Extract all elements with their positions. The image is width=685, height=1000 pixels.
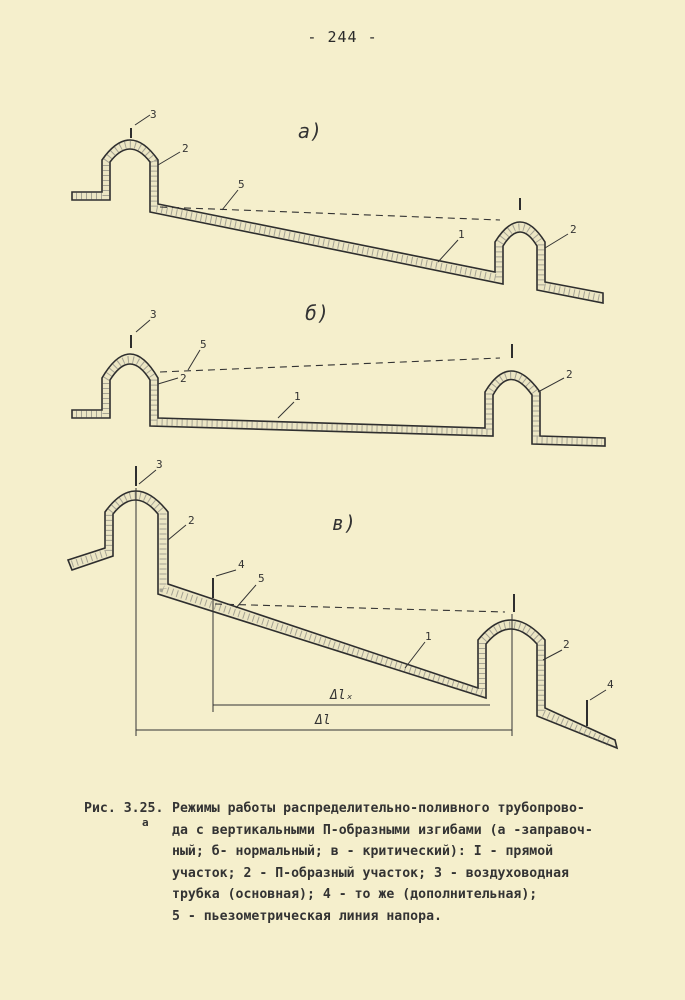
label-c-line: 5 xyxy=(258,572,265,585)
label-c-bend-left: 2 xyxy=(188,514,195,527)
label-b-straight: 1 xyxy=(294,390,301,403)
label-a-line: 5 xyxy=(238,178,245,191)
piezometric-line-c xyxy=(215,604,505,612)
label-c-tube-aux-right: 4 xyxy=(607,678,614,691)
panel-c-title: в) xyxy=(332,511,357,535)
label-b-line: 5 xyxy=(200,338,207,351)
label-c-straight: 1 xyxy=(425,630,432,643)
label-b-tube: 3 xyxy=(150,308,157,321)
caption-line: 5 - пьезометрическая линия напора. xyxy=(172,908,442,924)
label-b-bend-left: 2 xyxy=(180,372,187,385)
panel-b xyxy=(72,301,605,446)
caption-line: трубка (основная); 4 - то же (дополнительная); xyxy=(172,887,538,902)
page-number: - 244 - xyxy=(307,28,378,46)
panel-b-title: б) xyxy=(305,301,330,325)
label-c-bend-right: 2 xyxy=(563,638,570,651)
dim-short-label: Δlₓ xyxy=(330,688,354,703)
label-c-tube: 3 xyxy=(156,458,163,471)
label-a-straight: 1 xyxy=(458,228,465,241)
label-c-tube-aux-left: 4 xyxy=(238,558,245,571)
label-a-tube: 3 xyxy=(150,108,157,121)
piezometric-line-b xyxy=(160,358,500,372)
panel-a xyxy=(72,108,603,303)
caption-line: ный; б- нормальный; в - критический): I - прямой xyxy=(172,844,554,859)
caption-line: участок; 2 - П-образный участок; 3 - воздуховодная xyxy=(172,865,569,881)
caption-line: Режимы работы распределительно-поливного трубопрово- xyxy=(172,801,585,816)
panel-a-title: а) xyxy=(298,119,323,143)
caption-label: Рис. 3.25. xyxy=(84,801,164,816)
label-b-bend-right: 2 xyxy=(566,368,573,381)
panel-c xyxy=(68,458,617,748)
caption-sub: а xyxy=(142,816,149,829)
caption-line: да с вертикальными П-образными изгибами (а -заправоч- xyxy=(172,822,593,838)
pipe-a xyxy=(72,140,603,303)
label-a-bend-right: 2 xyxy=(570,223,577,236)
dim-long-label: Δl xyxy=(315,713,331,728)
label-a-bend-left: 2 xyxy=(182,142,189,155)
